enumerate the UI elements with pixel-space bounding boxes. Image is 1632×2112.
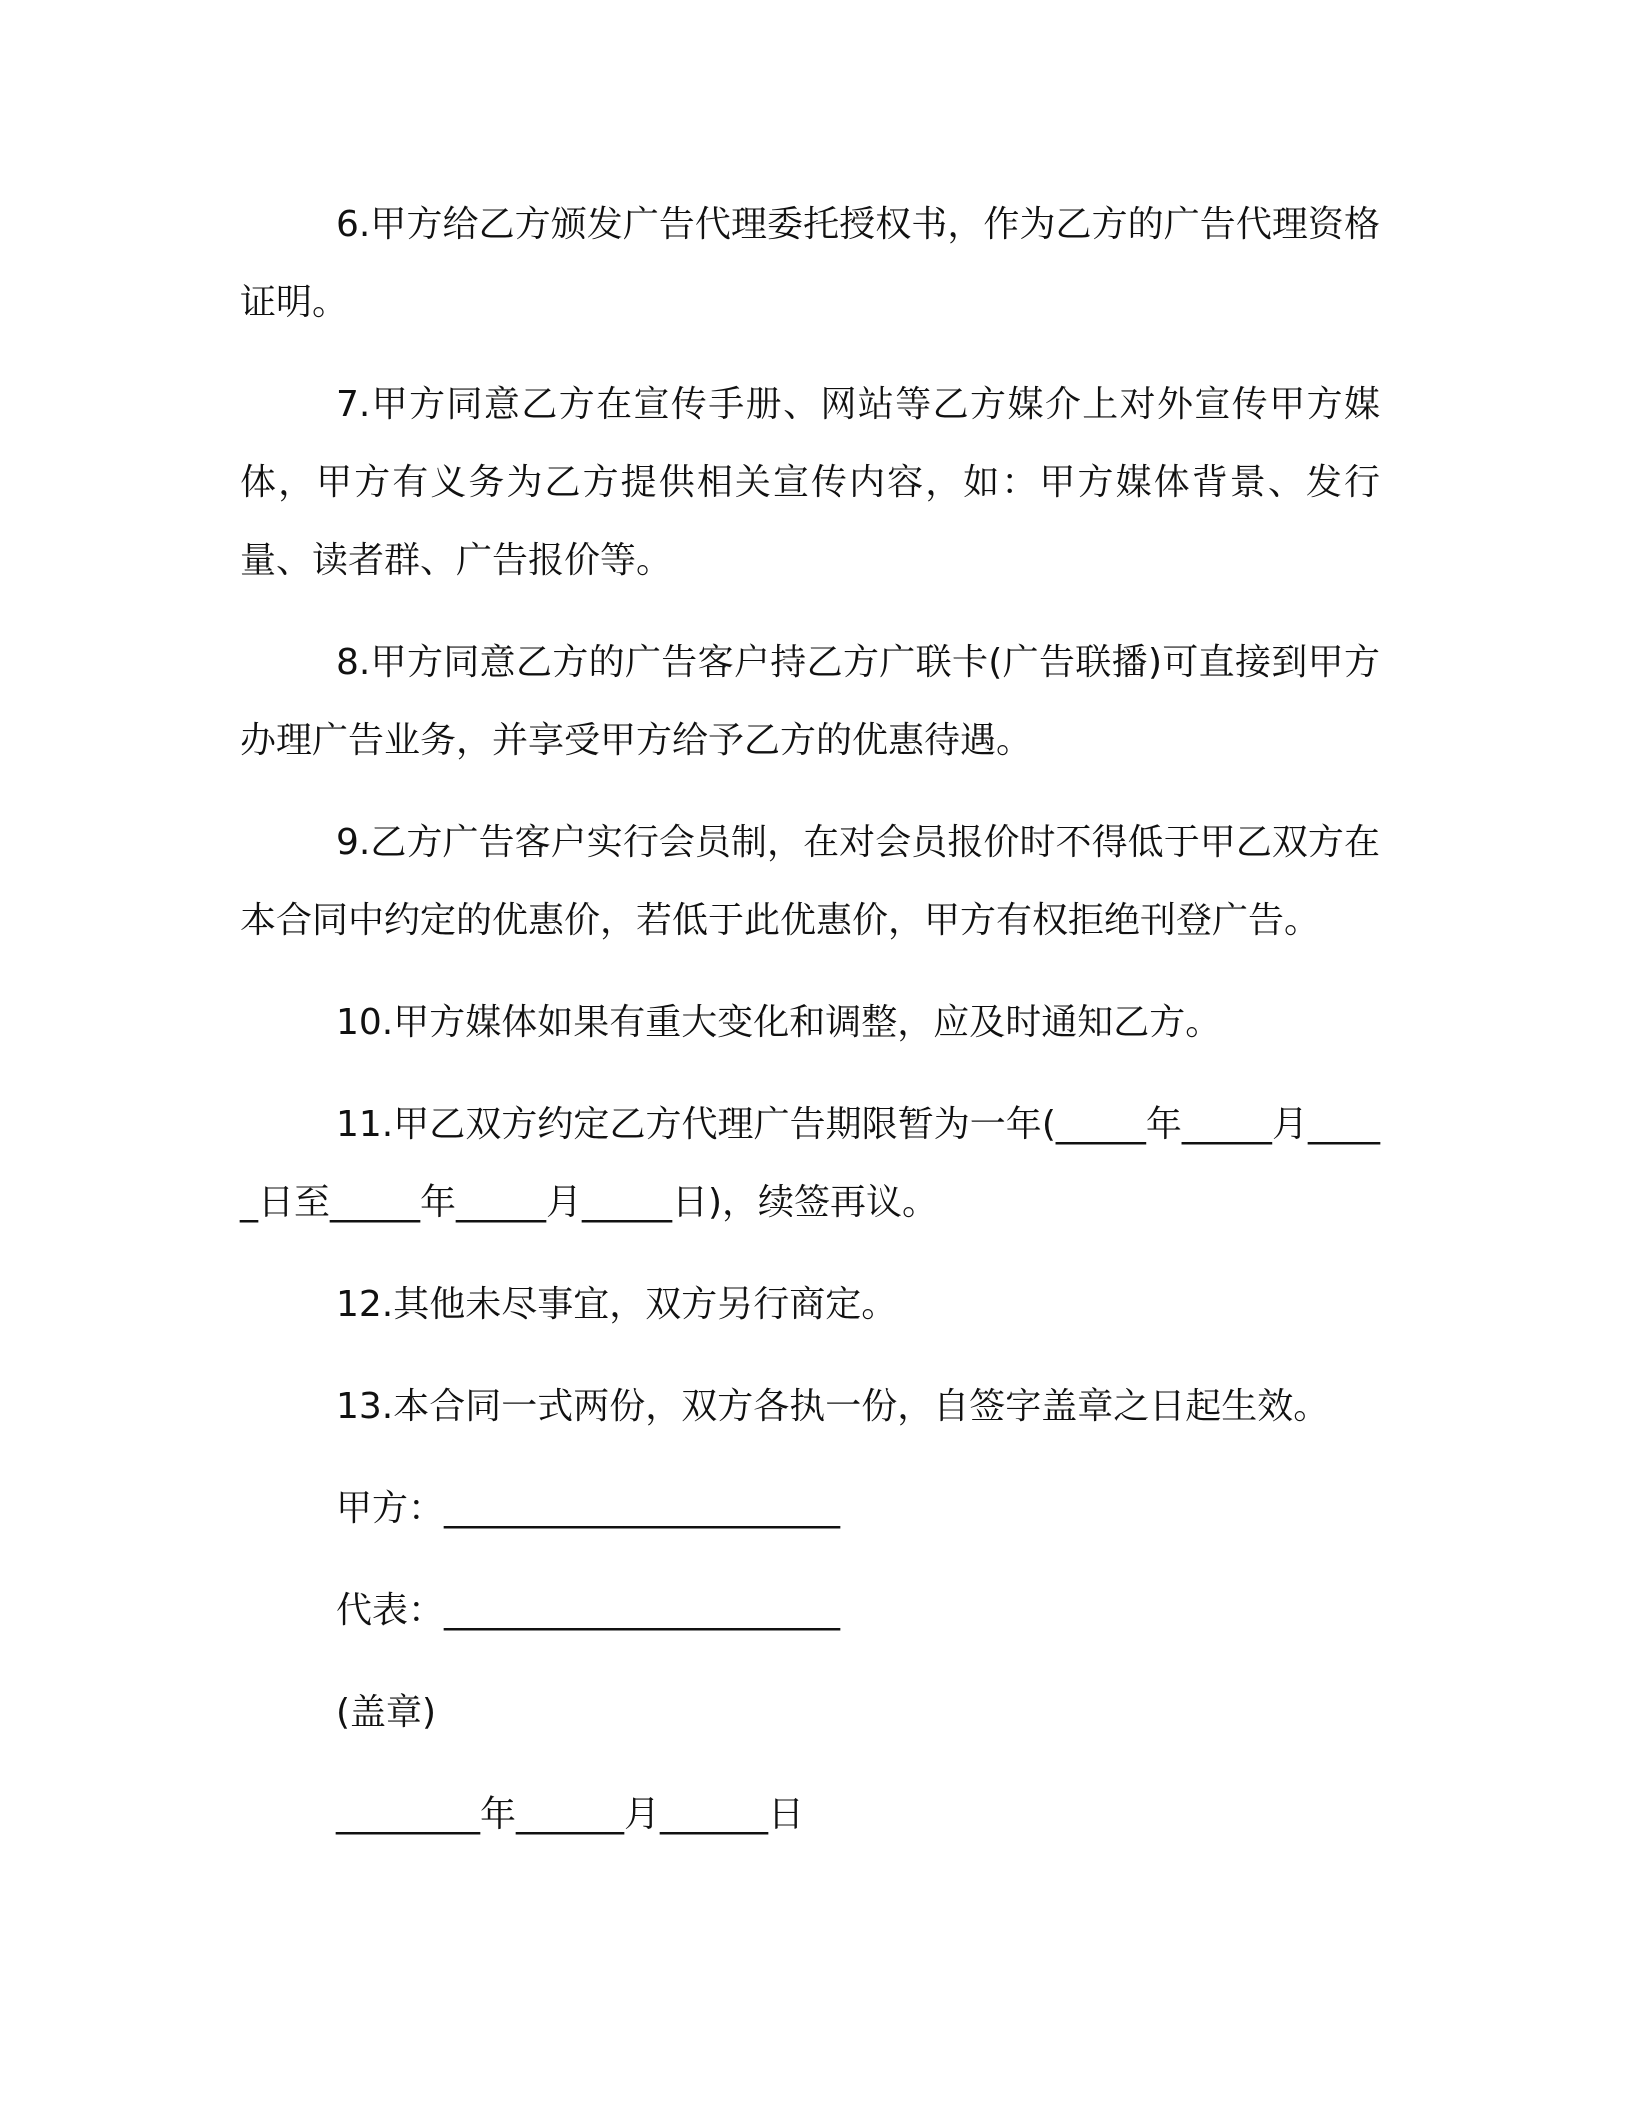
contract-body xyxy=(240,186,1380,1878)
clause-9: 9.乙方广告客户实行会员制，在对会员报价时不得低于甲乙双方在本合同中约定的优惠价，若低于此优惠价，甲方有权拒绝刊登广告。 xyxy=(240,822,1380,941)
clause-13: 13.本合同一式两份，双方各执一份，自签字盖章之日起生效。 xyxy=(336,1386,1330,1427)
party-a-signature-line: 甲方：______________________ xyxy=(336,1488,841,1529)
clause-8: 8.甲方同意乙方的广告客户持乙方广联卡(广告联播)可直接到甲方办理广告业务，并享受甲方给予乙方的优惠待遇。 xyxy=(240,642,1380,761)
clause-6: 6.甲方给乙方颁发广告代理委托授权书，作为乙方的广告代理资格证明。 xyxy=(240,204,1380,323)
representative-signature-line: 代表：______________________ xyxy=(336,1590,841,1631)
clause-10: 10.甲方媒体如果有重大变化和调整，应及时通知乙方。 xyxy=(336,1002,1222,1043)
clause-11: 11.甲乙双方约定乙方代理广告期限暂为一年(_____年_____月_____日至_____年_____月_____日)，续签再议。 xyxy=(240,1104,1380,1223)
clause-7: 7.甲方同意乙方在宣传手册、网站等乙方媒介上对外宣传甲方媒体，甲方有义务为乙方提供相关宣传内容，如：甲方媒体背景、发行量、读者群、广告报价等。 xyxy=(240,384,1380,581)
seal-label: (盖章) xyxy=(336,1692,437,1733)
clause-12: 12.其他未尽事宜，双方另行商定。 xyxy=(336,1284,898,1325)
date-line: ________年______月______日 xyxy=(336,1794,804,1835)
